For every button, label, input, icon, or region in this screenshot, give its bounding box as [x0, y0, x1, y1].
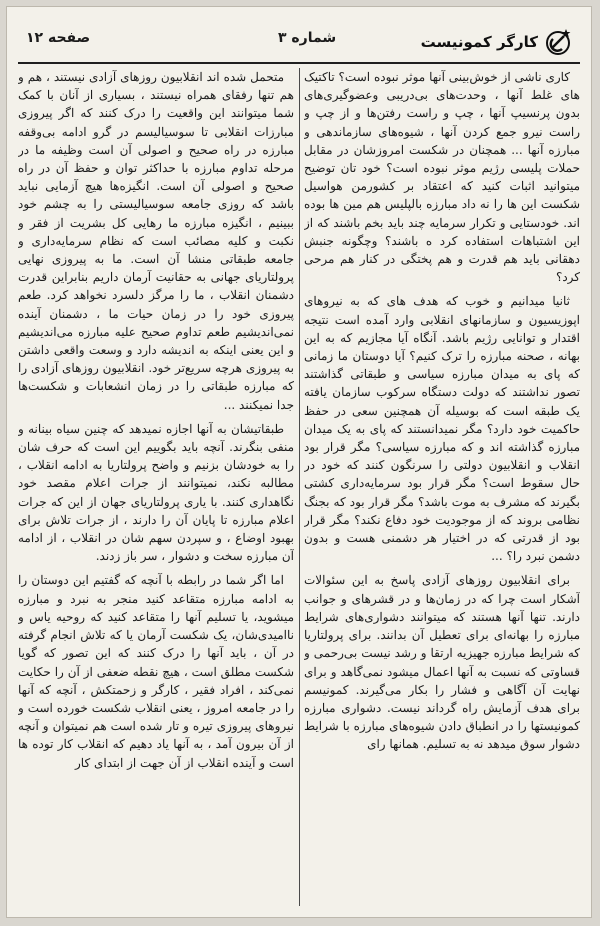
- paragraph: ثانیا میدانیم و خوب که هدف های که به نیروهای اپوزیسیون و سازمانهای انقلابی وارد آمده است نتیجه اقتدار و توانایی رژیم باشد. آنگاه آیا مجازیم که به این بهانه ، صحنه مبارزه را ترک کنیم؟ آیا دوستان ما زمانی که پای به میدان مبارزه سیاسی و طبقاتی گذاشتند تصور نداشتند که دولت دستگاه سرکوب سازمان یافته یک طبقه است که بوسیله آن همچنین سعی در حفظ حاکمیت خود دارد؟ مگر نمیدانستند که پای به یک میدان مبارزه گذاشته اند و که مبارزه سیاسی؟ مگر قرار بود انقلاب و انقلابیون دولتی را سرنگون کنند که خود در حال سقوط است؟ مگر قرار بود سرمایه‌داری کشتی بگیرند که مشرف به موت باشد؟ مگر قرار بود که بجنگ نظامی بروند که از موجودیت خود دفاع نکند؟ مگر قرار بود از قدرتی که در اختیار هر دشمنی هست و بدون دشمن نبرد را؟ ...: [304, 294, 580, 564]
- publication-title: کارگر کمونیست: [420, 33, 538, 51]
- paragraph: کاری ناشی از خوش‌بینی آنها موثر نبوده است؟ تاکتیک های غلط آنها ، وحدت‌های بی‌دریبی وعضوگیری‌های بدون پرنسیپ آنها ، چپ و راست رفتن‌ها و از چپ و راست نیرو جمع کردن آنها ، شیوه‌های سازماندهی و مبارزه آنها ... همچنان در شکست امروزشان در مقابل حملات پلیسی رژیم موثر نبوده است؟ خود تان توضیح میتوانید اثبات کنید که اعتقاد بر کشورمن هواسیل شکست این ها را نه داد مبارزه بالپلیس هم مین ها بوده اند. خودستایی و تکرار سرمایه چند باید بخم باشند که از این اشتباهات استفاده کرد ه باشند؟ وچگونه جنبش دهقانی باید هم قدرت و هم پختگی در کنار هم مرحی کرد؟: [304, 70, 580, 285]
- masthead-block: [421, 26, 572, 58]
- issue-number: شماره ۳: [278, 30, 337, 46]
- right-column: [304, 68, 580, 906]
- hammer-sickle-star-icon: [544, 28, 572, 56]
- left-column: [18, 68, 294, 906]
- paragraph: طبقاتیشان به آنها اجازه نمیدهد که چنین سیاه بینانه و منفی بنگرند. آنچه باید بگوییم این است که حرف شان را به خودشان بزنیم و واضح پرولتاریا به ادامه انقلاب ، مطالبه نکند، نمیتوانند از جرات اعلام مقصد خود نگاهداری کنند. با یاری پرولتاریای جهان از این که جرات اعلام مبارزه تا پایان آن را دارند ، از جرات تلاش برای بهبود اوضاع ، و سپردن سهم شان در انقلاب ، از ادامه آن مبارزه سخت و دشوار ، سر باز زدند.: [18, 421, 294, 564]
- article-columns: [18, 68, 580, 906]
- paragraph: برای انقلابیون روزهای آزادی پاسخ به این سئوالات آشکار است چرا که در زمان‌ها و در قشرهای و جوانب دارند. تنها آنها هستند که میتوانند دشواری‌های شرایط مبارزه را بهانه‌ای برای تعطیل آن بدانند. برای پرولتاریا که شرایط مبارزه جهیزیه ارتقا و رشد نیست بی‌رحمی و قساوتی که نسبت به آنها اعمال میشود نمی‌گاهد و برای نهایت آن آگاهی و فشار را بکار می‌گیرند. کمونیسم برای هدف آزمایش راه گرداند نیست. دشواری مبارزه کمونیستها را در انطباق دادن شیوه‌های مبارزه با شرایط دشوار سوق میدهد نه به تسلیم. همانها رای: [304, 573, 580, 752]
- page-header: [18, 20, 580, 64]
- paragraph: اما اگر شما در رابطه با آنچه که گفتیم این دوستان را به ادامه مبارزه متقاعد کنید منجر به نبرد و مبارزه میشوید، یا تسلیم آنها را متقاعد کنید که روحیه یاس و ناامیدی‌شان، یک شکست آرمان یا که تلاش انجام گرفته در آن ، باید آنها را درک کنند که این تصور که گویا شکست مطلق است ، هیچ نقطه ضعفی از آن را حکایت نمی‌کند ، افراد فقیر ، کارگر و زحمتکش ، آنچه که آنها را در جامعه امروز ، یعنی انقلاب شکست خورده است و نیروهای پیروزی تیره و تار شده است هم نمیتوان و آنچه از آن بیرون آمد ، به آنها یاد دهیم که انقلاب کار توده ها است و آینده انقلاب از آن جهت از ابتدای کار: [18, 573, 294, 770]
- column-divider: [299, 68, 300, 906]
- page-number: صفحه ۱۲: [26, 30, 91, 46]
- paragraph: متحمل شده اند انقلابیون روزهای آزادی نیستند ، هم و هم تنها رفقای همراه نیستند ، بسیاری از آنان با کمک شما میتوانند این واقعیت را درک کنند که اگر پیروزی مبارزات انقلابی تا سوسیالیسم در گرو ادامه بی‌وقفه مبارزه در راه صحیح و اصولی آن است وظیفه ما در مرحله تداوم مبارزه با حداکثر توان و حفظ آن در راه صحیح و اصولی آن است. انگیزه‌ها هیچ آزمایی نباید باشد که روزی جامعه سوسیالیستی را به چشم خود ببینیم ، انگیزه مبارزه ما رهایی کل بشریت از فقر و نکبت و کلیه مصائب است که نظام سرمایه‌داری و جامعه طبقاتی منشا آن است. ما به پیروزی نهایی پرولتاریای جهانی به حقانیت آرمان داریم بنابراین قدرت دشمنان انقلاب ، ما را مرگز دلسرد نخواهد کرد. طعم پیروزی خود را در زمان حیات ما ، دشمنان آینده نمی‌اندیشیم طعم تداوم صحیح علیه مبارزه می‌اندیشیم و این یعنی اینکه به اندیشه دارد و وسعت واقعی داشتن به پیروزی هرچه سریع‌تر خود. انقلابیون روزهای آزادی را که مبارزه طبقاتی را در زمان انشعابات و شکست‌ها جدا نمیکنند ...: [18, 70, 294, 412]
- document-page: [6, 6, 592, 918]
